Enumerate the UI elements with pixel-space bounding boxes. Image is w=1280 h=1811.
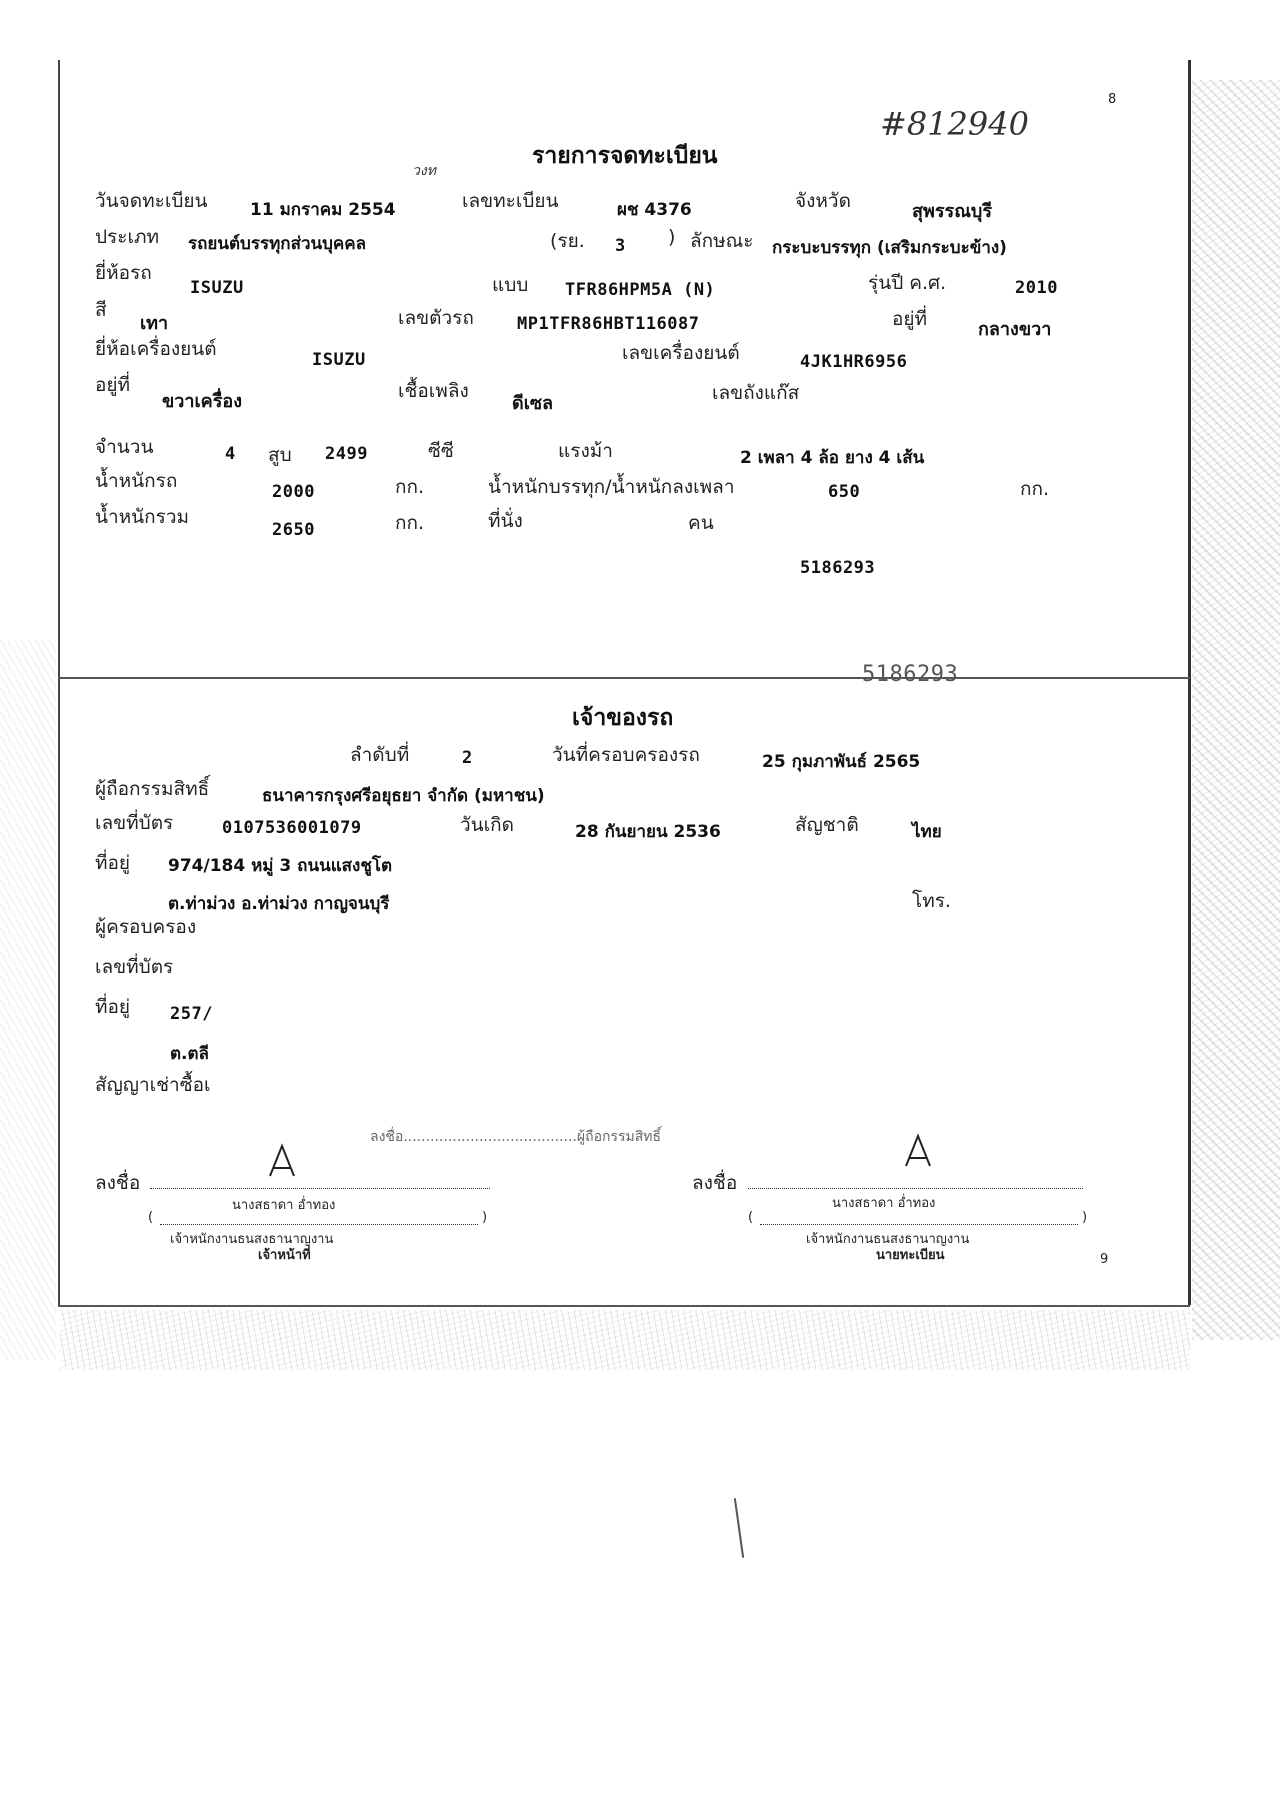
serial-number: 5186293 <box>800 558 876 578</box>
right-signer-position: เจ้าหนักงานธนสงธานาญงาน <box>806 1232 970 1247</box>
right-signer-role: นายทะเบียน <box>876 1248 945 1263</box>
page-border-bottom <box>58 1305 1190 1307</box>
chassis-label: เลขตัวรถ <box>398 307 474 329</box>
chassis-pos-value: กลางขวา <box>978 319 1052 340</box>
model-value: TFR86HPM5A (N) <box>565 280 716 300</box>
engine-brand-value: ISUZU <box>312 350 366 370</box>
right-paren-line <box>760 1218 1078 1225</box>
handnote: วงท <box>412 163 436 179</box>
seats-unit: คน <box>688 512 714 534</box>
type-value: รถยนต์บรรทุกส่วนบุคคล <box>188 234 367 254</box>
seats-label: ที่นั่ง <box>488 510 523 532</box>
right-sign-label: ลงชื่อ <box>692 1172 738 1194</box>
hp-label: แรงม้า <box>558 440 613 462</box>
birth-label: วันเกิด <box>460 814 514 836</box>
page-number: 9 <box>1100 1252 1109 1267</box>
load-label: น้ำหนักบรรทุก/น้ำหนักลงเพลา <box>488 476 735 498</box>
right-sign-line <box>748 1180 1083 1189</box>
tel-label: โทร. <box>912 890 951 912</box>
load-value: 650 <box>828 482 861 502</box>
card-value: 0107536001079 <box>222 818 362 838</box>
scan-noise-left <box>0 640 56 1360</box>
fuel-label: เชื้อเพลิง <box>398 380 469 402</box>
engine-brand-label: ยี่ห้อเครื่องยนต์ <box>95 338 217 360</box>
color-label: สี <box>95 299 107 321</box>
province-value: สุพรรณบุรี <box>912 201 992 222</box>
left-paren-line <box>160 1218 478 1225</box>
nation-value: ไทย <box>912 822 942 842</box>
left-signer-role: เจ้าหน้าที่ <box>258 1248 311 1263</box>
section-divider <box>58 677 1190 679</box>
left-sign-label: ลงชื่อ <box>95 1172 141 1194</box>
holder-label: ผู้ถือกรรมสิทธิ์ <box>95 778 210 800</box>
brand-value: ISUZU <box>190 278 244 298</box>
registration-title: รายการจดทะเบียน <box>532 143 718 169</box>
left-paren-open: ( <box>148 1210 154 1225</box>
nation-label: สัญชาติ <box>795 814 859 836</box>
year-value: 2010 <box>1015 278 1058 298</box>
card2-label: เลขที่บัตร <box>95 956 174 978</box>
kg-label-3: กก. <box>395 512 425 534</box>
date-label: วันจดทะเบียน <box>95 190 208 212</box>
year-label: รุ่นปี ค.ศ. <box>868 272 947 294</box>
count-label: จำนวน <box>95 436 154 458</box>
page-border-right <box>1188 60 1191 1305</box>
possess-label: วันที่ครอบครองรถ <box>552 744 700 766</box>
body-label: ลักษณะ <box>690 230 754 252</box>
brand-label: ยี่ห้อรถ <box>95 262 152 284</box>
order-label: ลำดับที่ <box>350 744 410 766</box>
scan-noise-bottom <box>60 1310 1190 1370</box>
gross-value: 2650 <box>272 520 315 540</box>
chassis-value: MP1TFR86HBT116087 <box>517 314 700 334</box>
card-label: เลขที่บัตร <box>95 812 174 834</box>
color-value: เทา <box>140 313 169 334</box>
weight-label: น้ำหนักรถ <box>95 470 178 492</box>
cc-value: 2499 <box>325 444 368 464</box>
scan-noise-right <box>1192 80 1280 1340</box>
addr-line-2: ต.ท่าม่วง อ.ท่าม่วง กาญจนบุรี <box>168 894 390 914</box>
rs-label: (รย. <box>550 230 585 252</box>
engine-no-value: 4JK1HR6956 <box>800 352 908 372</box>
right-paren-open: ( <box>748 1210 754 1225</box>
owner-title: เจ้าของรถ <box>572 705 674 731</box>
gross-label: น้ำหนักรวม <box>95 506 190 528</box>
addr2-value: 257/ <box>170 1004 213 1024</box>
weight-value: 2000 <box>272 482 315 502</box>
holder-value: ธนาคารกรุงศรีอยุธยา จำกัด (มหาชน) <box>262 786 545 806</box>
kg-label-2: กก. <box>1020 478 1050 500</box>
stray-mark <box>734 1498 744 1558</box>
count-value: 4 <box>225 444 236 464</box>
kg-label-1: กก. <box>395 476 425 498</box>
axles-value: 2 เพลา 4 ล้อ ยาง 4 เส้น <box>740 448 925 468</box>
date-value: 11 มกราคม 2554 <box>250 200 396 220</box>
fuel-value: ดีเซล <box>512 393 554 414</box>
cc-label: ซีซี <box>428 440 454 462</box>
serial-overlap: 5186293 <box>862 662 959 687</box>
body-value: กระบะบรรทุก (เสริมกระบะข้าง) <box>772 238 1007 258</box>
cyl-label: สูบ <box>268 444 292 466</box>
possessor-label: ผู้ครอบครอง <box>95 916 197 938</box>
left-signer-position: เจ้าหนักงานธนสงธานาญงาน <box>170 1232 334 1247</box>
gas-label: เลขถังแก๊ส <box>712 382 800 404</box>
province-label: จังหวัด <box>795 190 851 212</box>
type-label: ประเภท <box>95 226 160 248</box>
corner-mark: 8 <box>1108 92 1117 107</box>
handwritten-number: #812940 <box>880 105 1029 143</box>
left-paren-close: ) <box>482 1210 488 1225</box>
engine-no-label: เลขเครื่องยนต์ <box>622 342 740 364</box>
right-signature-mark <box>898 1130 938 1170</box>
right-signer-name: นางสธาดา อ่ำทอง <box>832 1196 936 1211</box>
page-border-left <box>58 60 60 1305</box>
faded-signature-line: ลงชื่อ.......................................ผู้ถือกรรมสิทธิ์ <box>370 1129 662 1145</box>
addr-label: ที่อยู่ <box>95 852 131 874</box>
addr2-line-2: ต.ตลี <box>170 1044 209 1064</box>
lease-label: สัญญาเช่าซื้อเ <box>95 1074 211 1096</box>
engine-pos-value: ขวาเครื่อง <box>162 391 242 412</box>
rs-value: 3 <box>615 236 626 256</box>
left-signature-mark <box>262 1140 302 1180</box>
addr-line-1: 974/184 หมู่ 3 ถนนแสงชูโต <box>168 856 393 876</box>
addr2-label: ที่อยู่ <box>95 996 131 1018</box>
chassis-pos-label: อยู่ที่ <box>892 308 928 330</box>
left-sign-line <box>150 1180 490 1189</box>
plate-value: ผช 4376 <box>617 200 692 220</box>
rs-close: ) <box>668 226 676 248</box>
order-value: 2 <box>462 748 473 768</box>
engine-pos-label: อยู่ที่ <box>95 374 131 396</box>
right-paren-close: ) <box>1082 1210 1088 1225</box>
left-signer-name: นางสธาดา อ่ำทอง <box>232 1198 336 1213</box>
model-label: แบบ <box>492 274 529 296</box>
plate-label: เลขทะเบียน <box>462 190 559 212</box>
birth-value: 28 กันยายน 2536 <box>575 822 721 842</box>
possess-value: 25 กุมภาพันธ์ 2565 <box>762 752 921 772</box>
